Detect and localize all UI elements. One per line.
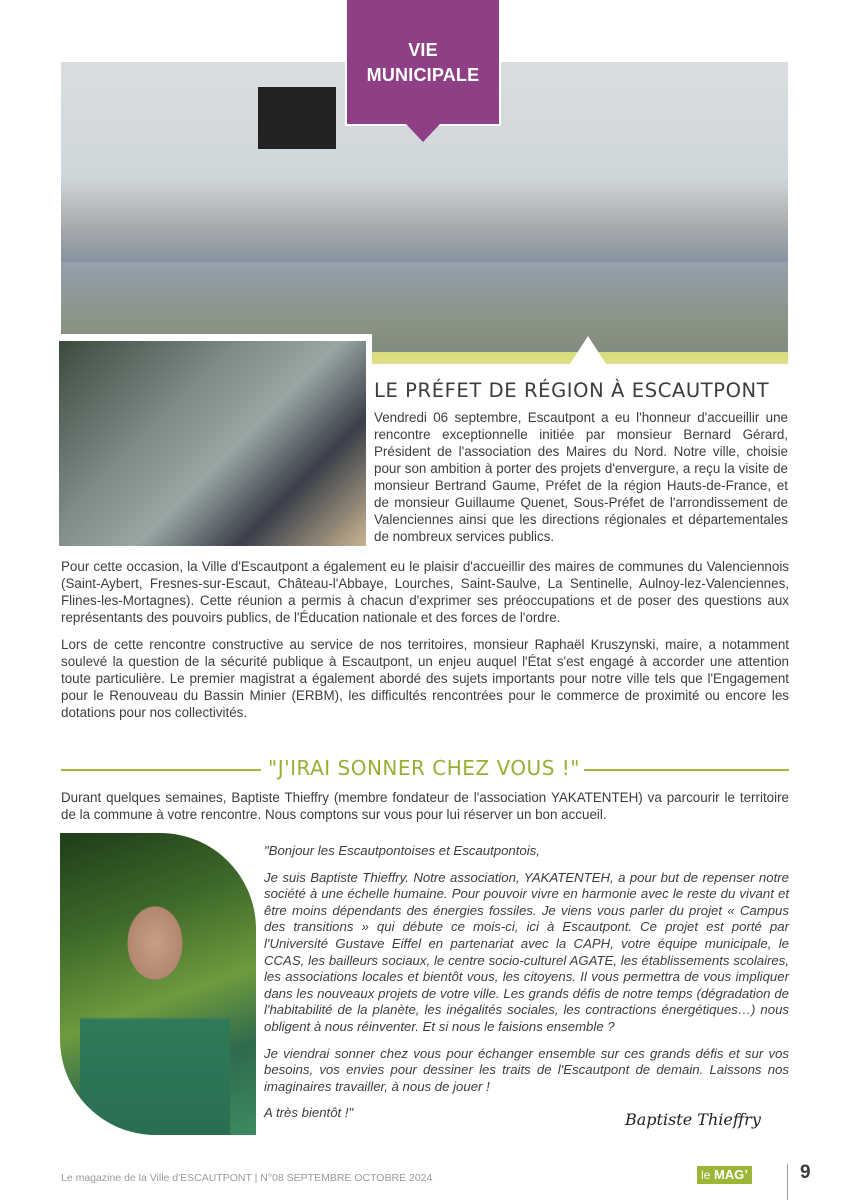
letter <box>264 843 789 1132</box>
article-paragraph-2: Pour cette occasion, la Ville d'Escautpont a également eu le plaisir d'accueillir des maires de communes du Valenciennois (Saint-Aybert, Fresnes-sur-Escaut, Château-l'Abbaye, Lourches, Saint-Saulve, La Sentinelle, Aulnoy-lez-Valenciennes, Flines-les-Mortagnes). Cette réunion a permis à chacun d'exprimer ses préoccupations et de poser des questions aux représentants des pouvoirs publics, de l'Éducation nationale et des forces de l'ordre. <box>61 559 789 625</box>
portrait-person <box>80 863 230 1135</box>
letter-body-2: Je viendrai sonner chez vous pour échanger ensemble sur ces grands défis et sur vos besoins, vos envies pour dessiner les traits de l'Escautpont de demain. Laissons nos imaginaires travailler, à nous de jouer ! <box>264 1045 789 1094</box>
divider-left <box>61 769 261 771</box>
section-tag-line1: VIE <box>408 40 438 60</box>
article-title: LE PRÉFET DE RÉGION À ESCAUTPONT <box>374 379 770 402</box>
quote-heading: "J'IRAI SONNER CHEZ VOUS !" <box>268 756 580 780</box>
article-paragraph-1: Vendredi 06 septembre, Escautpont a eu l'honneur d'accueillir une rencontre exceptionnelle initiée par monsieur Bernard Gérard, Président de l'association des Maires du Nord. Notre ville, choisie pour son ambition à porter des projets d'envergure, a reçu la visite de monsieur Bertrand Gaume, Préfet de la région Hauts-de-France, et de monsieur Guillaume Quenet, Sous-Préfet de l'arrondissement de Valenciennes ainsi que les directions régionales et départementales de nombreux services publics. <box>374 410 788 544</box>
page-number: 9 <box>800 1162 811 1183</box>
article-paragraph-3: Lors de cette rencontre constructive au service de nos territoires, monsieur Raphaël Kruszynski, maire, a notamment soulevé la question de la sécurité publique à Escautpont, un enjeu auquel l'État s'est engagé à accorder une attention toute particulière. Le premier magistrat a également abordé des sujets importants pour notre ville tels que l'Engagement pour le Renouveau du Bassin Minier (ERBM), les difficultés rencontrées pour le commerce de proximité ou encore les dotations pour nos collectivités. <box>61 637 789 720</box>
divider-right <box>584 769 789 771</box>
section-tag-arrow <box>406 124 440 142</box>
logo-suffix: ’ <box>744 1167 748 1182</box>
logo-mag: MAG <box>713 1167 745 1182</box>
section-tag <box>347 0 499 124</box>
portrait-photo <box>60 833 256 1135</box>
section-tag-label <box>347 0 499 88</box>
section-tag-line2: MUNICIPALE <box>366 65 480 85</box>
handshake-photo <box>59 341 366 546</box>
photo-notch <box>570 336 606 364</box>
quote-intro: Durant quelques semaines, Baptiste Thieffry (membre fondateur de l'association YAKATENTEH) va parcourir le territoire de la commune à votre rencontre. Nous comptons sur vous pour lui réserver un bon accueil. <box>61 790 789 822</box>
signature: Baptiste Thieffry <box>625 1110 761 1129</box>
letter-body-1: Je suis Baptiste Thieffry. Notre association, YAKATENTEH, a pour but de repenser notre société à une échelle humaine. Pour pouvoir vivre en harmonie avec le reste du vivant et être moins dépendants des énergies fossiles. Je viens vous parler du projet « Campus des transitions » qui débute ce mois-ci, ici à Escautpont. Ce projet est porté par l'Université Gustave Eiffel en partenariat avec la CAPH, votre équipe municipale, le CCAS, les bailleurs sociaux, le centre socio-culturel AGATE, les établissements scolaires, les associations locales et bientôt vous, les citoyens. Il vous permettra de vous impliquer dans les nouveaux projets de votre ville. Les grands défis de notre temps (dégradation de l'habitabilité de la planète, les inégalités sociales, les contractions énergétiques…) nous obligent à nous réinventer. Et si nous le faisions ensemble ? <box>264 869 789 1034</box>
footer-divider <box>787 1164 788 1200</box>
tv-screen <box>258 87 336 149</box>
footer-text: Le magazine de la Ville d'ESCAUTPONT | N°08 SEPTEMBRE OCTOBRE 2024 <box>61 1172 433 1184</box>
mag-logo <box>697 1166 752 1184</box>
letter-closing: A très bientôt !" <box>264 1105 354 1121</box>
letter-greeting: "Bonjour les Escautpontoises et Escautpontois, <box>264 843 540 858</box>
logo-le: le <box>701 1168 711 1182</box>
